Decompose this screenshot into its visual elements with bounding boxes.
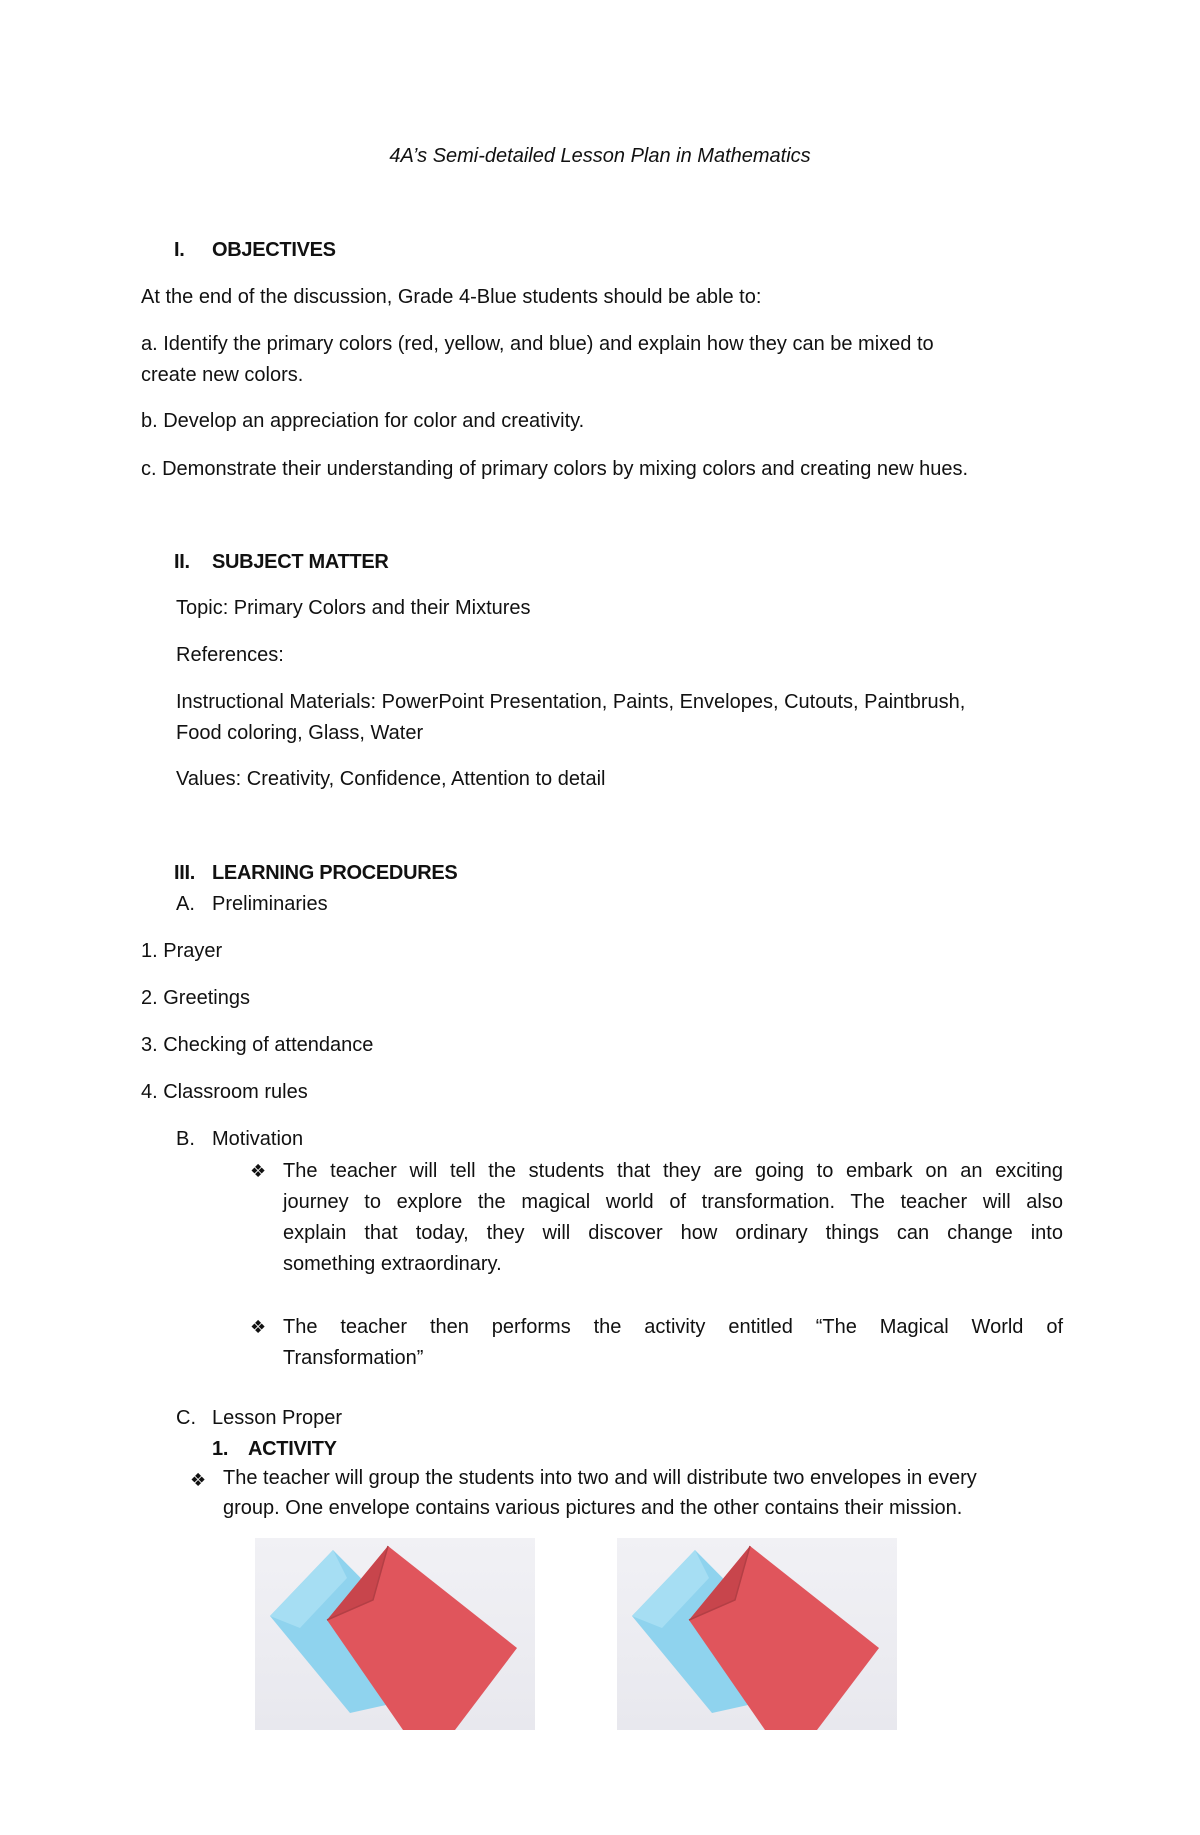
motivation-2-line: The teacher then performs the activity entitled “The Magical World of bbox=[283, 1316, 1063, 1338]
prelim-item: 2. Greetings bbox=[141, 987, 250, 1009]
envelopes-photo-1 bbox=[255, 1538, 535, 1730]
section-number-subject-matter: II. bbox=[174, 551, 190, 573]
section-heading-objectives: OBJECTIVES bbox=[212, 239, 336, 261]
objective-b: b. Develop an appreciation for color and creativity. bbox=[141, 410, 585, 432]
prelim-item: 1. Prayer bbox=[141, 940, 223, 962]
activity-line: group. One envelope contains various pictures and the other contains their mission. bbox=[223, 1497, 963, 1519]
motivation-paragraph-2 bbox=[283, 1312, 1063, 1374]
motivation-2-line: Transformation” bbox=[283, 1347, 424, 1369]
subsection-preliminaries: Preliminaries bbox=[212, 893, 328, 915]
activity-paragraph bbox=[223, 1463, 1053, 1523]
subject-topic: Topic: Primary Colors and their Mixtures bbox=[176, 597, 531, 619]
objective-c: c. Demonstrate their understanding of primary colors by mixing colors and creating new hues. bbox=[141, 458, 969, 480]
activity-number: 1. bbox=[212, 1438, 229, 1460]
section-heading-procedures: LEARNING PROCEDURES bbox=[212, 862, 458, 884]
objective-a-line1: a. Identify the primary colors (red, yellow, and blue) and explain how they can be mixed to bbox=[141, 333, 934, 355]
subsection-motivation: Motivation bbox=[212, 1128, 304, 1150]
section-heading-subject-matter: SUBJECT MATTER bbox=[212, 551, 389, 573]
diamond-bullet-icon: ❖ bbox=[250, 1317, 267, 1337]
objectives-intro: At the end of the discussion, Grade 4-Blue students should be able to: bbox=[141, 286, 762, 308]
motivation-paragraph-1 bbox=[283, 1156, 1063, 1280]
subject-values: Values: Creativity, Confidence, Attention to detail bbox=[176, 768, 606, 790]
objective-a-line2: create new colors. bbox=[141, 364, 304, 386]
activity-line: The teacher will group the students into two and will distribute two envelopes in every bbox=[223, 1467, 977, 1489]
document-title: 4A’s Semi-detailed Lesson Plan in Mathematics bbox=[389, 145, 811, 167]
subsection-letter-a: A. bbox=[176, 893, 195, 915]
subsection-lesson-proper: Lesson Proper bbox=[212, 1407, 343, 1429]
envelopes-photo-2 bbox=[617, 1538, 897, 1730]
section-number-procedures: III. bbox=[174, 862, 196, 884]
subsection-letter-c: C. bbox=[176, 1407, 196, 1429]
prelim-item: 4. Classroom rules bbox=[141, 1081, 308, 1103]
prelim-item: 3. Checking of attendance bbox=[141, 1034, 374, 1056]
motivation-1-line: explain that today, they will discover how ordinary things can change into bbox=[283, 1222, 1063, 1244]
diamond-bullet-icon: ❖ bbox=[250, 1161, 267, 1181]
subsection-letter-b: B. bbox=[176, 1128, 195, 1150]
diamond-bullet-icon: ❖ bbox=[190, 1470, 207, 1490]
subject-materials-line1: Instructional Materials: PowerPoint Presentation, Paints, Envelopes, Cutouts, Paintbrush, bbox=[176, 691, 966, 713]
subject-references: References: bbox=[176, 644, 284, 666]
motivation-1-line: The teacher will tell the students that they are going to embark on an exciting bbox=[283, 1160, 1063, 1182]
motivation-1-line: something extraordinary. bbox=[283, 1253, 502, 1275]
motivation-1-line: journey to explore the magical world of transformation. The teacher will also bbox=[283, 1191, 1063, 1213]
subject-materials-line2: Food coloring, Glass, Water bbox=[176, 722, 424, 744]
section-number-objectives: I. bbox=[174, 239, 185, 261]
activity-heading: ACTIVITY bbox=[248, 1438, 337, 1460]
